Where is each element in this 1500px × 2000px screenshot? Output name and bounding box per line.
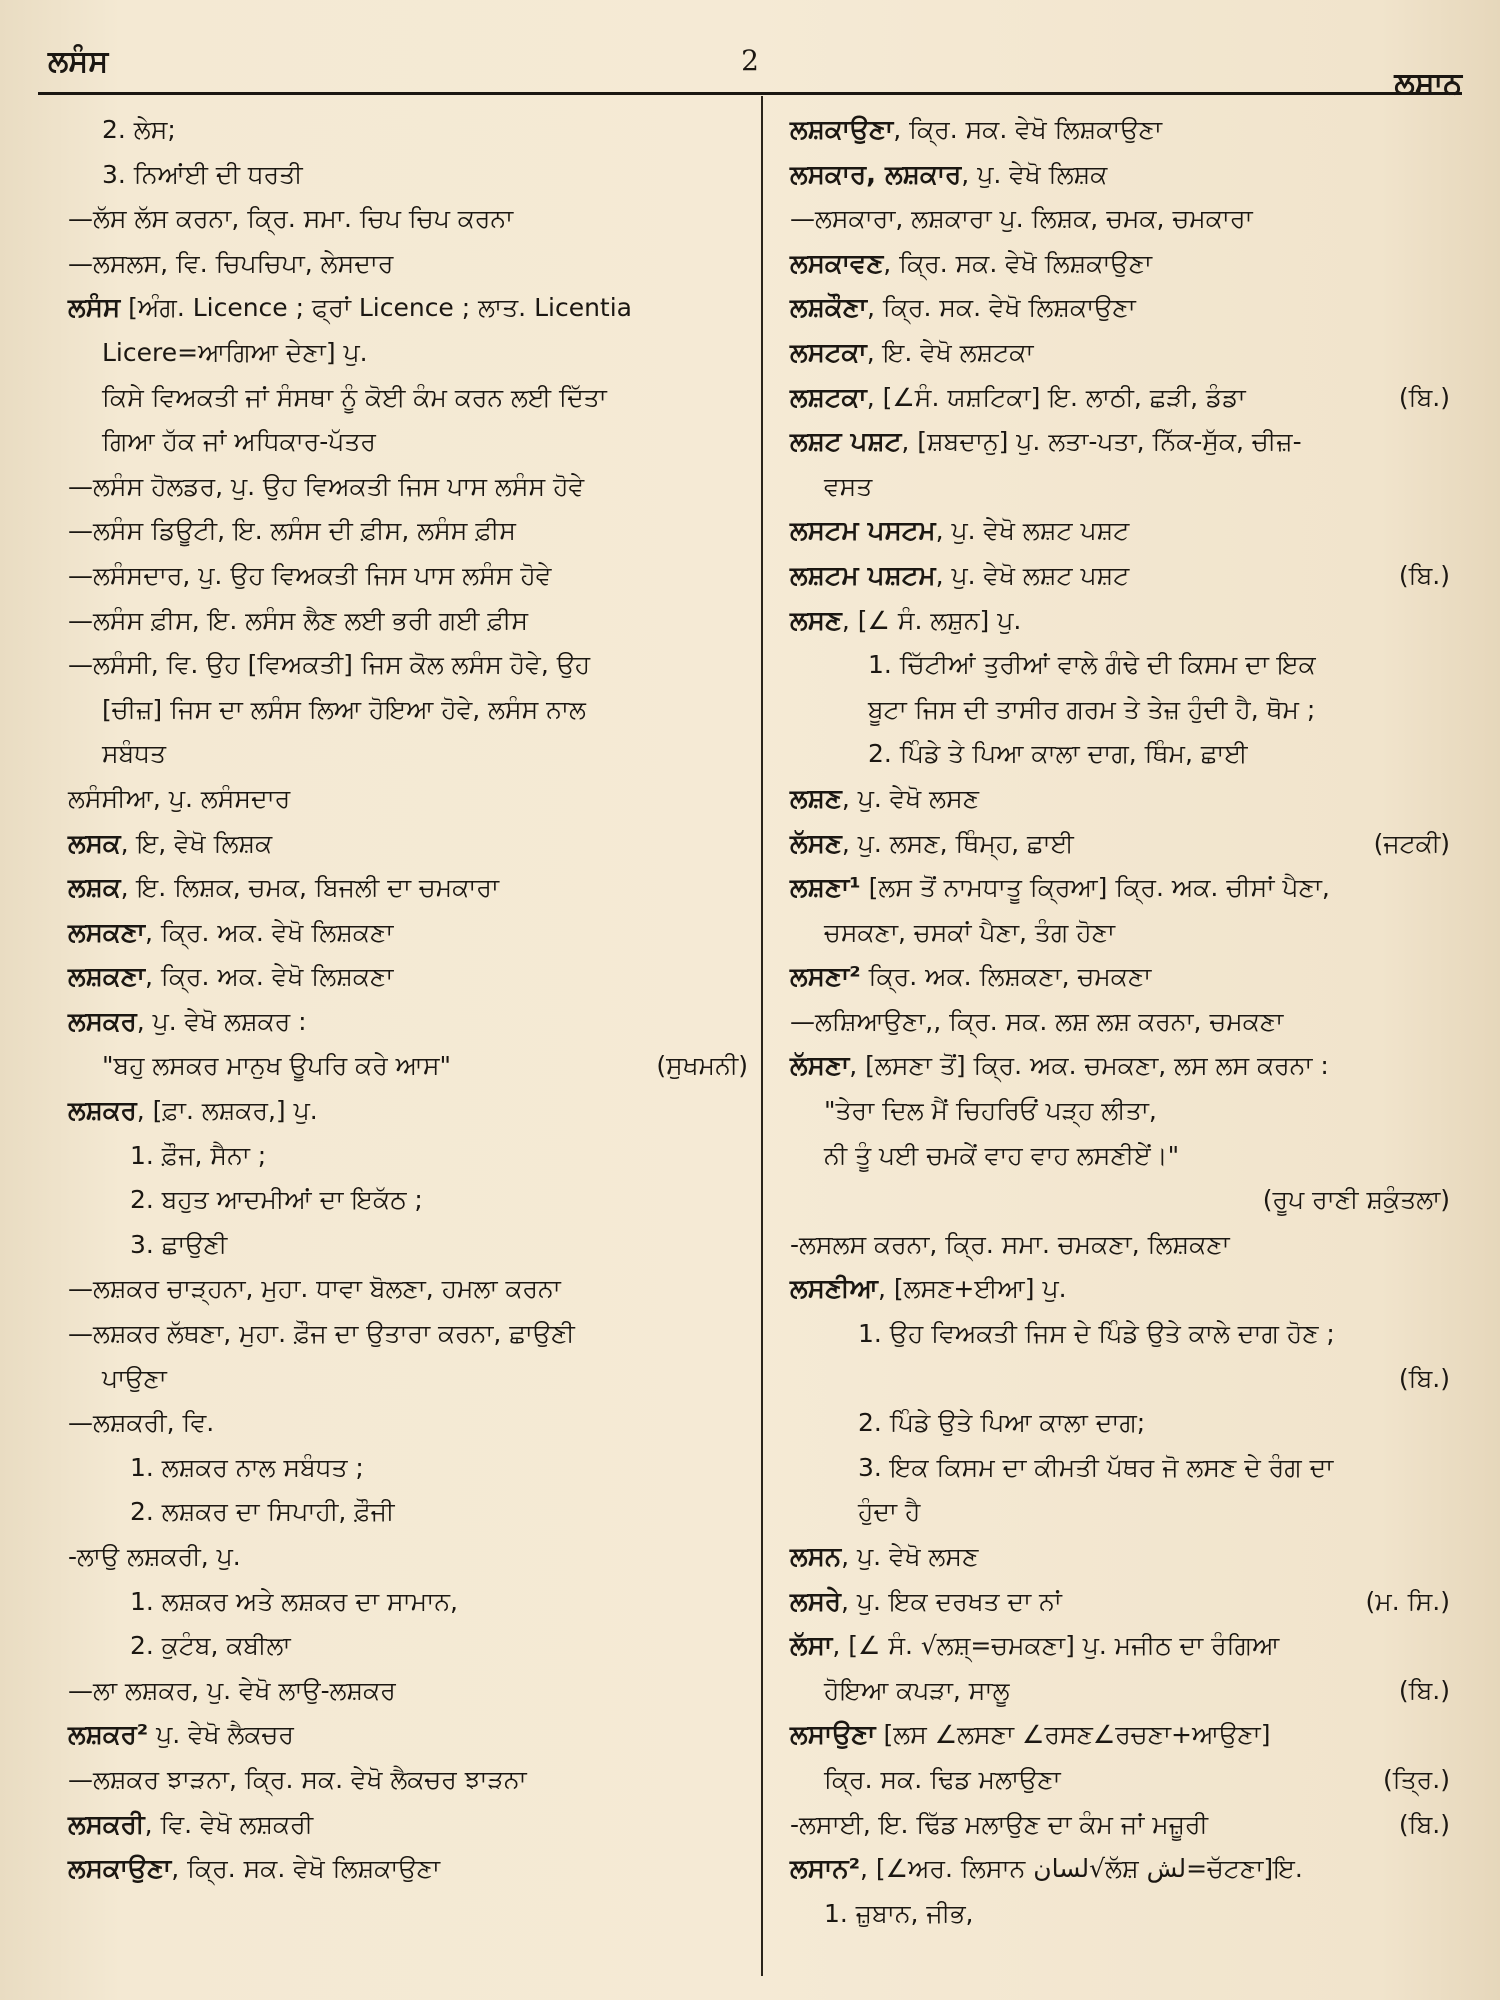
source-tag: (ਮ. ਸਿ.) <box>1365 1586 1450 1616</box>
entry-text: 3. ਨਿਆਂਈ ਦੀ ਧਰਤੀ <box>102 159 303 189</box>
headword: ਲਸਟਮ ਪਸਟਮ <box>790 516 936 547</box>
dictionary-line <box>790 153 1450 198</box>
dictionary-line <box>790 1044 1450 1089</box>
entry-text: —ਲਸੰਸ ਹੋਲਡਰ, ਪੁ. ਉਹ ਵਿਅਕਤੀ ਜਿਸ ਪਾਸ ਲਸੰਸ ਹੋਵੇ <box>68 471 585 501</box>
dictionary-line <box>68 1624 748 1669</box>
entry-text: ਬੂਟਾ ਜਿਸ ਦੀ ਤਾਸੀਰ ਗਰਮ ਤੇ ਤੇਜ਼ ਹੁੰਦੀ ਹੈ, ਥੋਮ ; <box>868 694 1316 724</box>
dictionary-line <box>790 242 1450 287</box>
dictionary-line <box>68 777 748 822</box>
dictionary-line <box>68 1357 748 1402</box>
entry-text: —ਲਸ਼ਕਰੀ, ਵਿ. <box>68 1408 215 1438</box>
headword: ਲਸ਼ਣ <box>790 783 842 814</box>
dictionary-line <box>68 242 748 287</box>
entry-text: , [ਲਸਣ+ਈਆ] ਪੁ. <box>877 1274 1067 1304</box>
entry-text: ਹੋਇਆ ਕਪੜਾ, ਸਾਲੂ <box>824 1675 1010 1705</box>
headword: ਲਸਣੀਆ <box>790 1274 878 1305</box>
entry-text: ਸਬੰਧਤ <box>102 739 167 769</box>
entry-text: 1. ਉਹ ਵਿਅਕਤੀ ਜਿਸ ਦੇ ਪਿੰਡੇ ਉਤੇ ਕਾਲੇ ਦਾਗ ਹੋਣ ; <box>858 1319 1335 1349</box>
headword: ਲਸਣਾ² <box>790 962 861 993</box>
headword: ਲਸ਼ਕਰ² <box>68 1720 149 1751</box>
entry-text: ਨੀ ਤੂੰ ਪਈ ਚਮਕੇਂ ਵਾਹ ਵਾਹ ਲਸਣੀਏਂ।" <box>824 1140 1180 1170</box>
entry-text: ਲਸੰਸੀਆ, ਪੁ. ਲਸੰਸਦਾਰ <box>68 783 291 813</box>
dictionary-line <box>790 866 1450 911</box>
dictionary-line <box>68 866 748 911</box>
dictionary-line <box>68 286 748 331</box>
dictionary-line <box>68 1535 748 1580</box>
dictionary-line <box>68 599 748 644</box>
entry-text: 1. ਚਿੱਟੀਆਂ ਤੁਰੀਆਂ ਵਾਲੇ ਗੰਢੇ ਦੀ ਕਿਸਮ ਦਾ ਇਕ <box>868 650 1316 680</box>
dictionary-line <box>68 1713 748 1758</box>
entry-text: 1. ਜ਼ੁਬਾਨ, ਜੀਭ, <box>824 1898 974 1928</box>
entry-text: 1. ਫ਼ੌਜ, ਸੈਨਾ ; <box>130 1140 267 1170</box>
entry-text: , ਕ੍ਰਿ. ਅਕ. ਵੇਖੋ ਲਿਸ਼ਕਣਾ <box>145 917 394 947</box>
entry-text: , [∠ਸੰ. ਯਸ਼ਟਿਕਾ] ਇ. ਲਾਠੀ, ਛੜੀ, ਡੰਡਾ <box>866 382 1246 412</box>
dictionary-line <box>790 1134 1450 1179</box>
headword: ਲਸ਼ਟ ਪਸ਼ਟ <box>790 427 902 458</box>
entry-text: 2. ਪਿੰਡੇ ਤੇ ਪਿਆ ਕਾਲਾ ਦਾਗ, ਥਿੰਮ, ਛਾਈ <box>868 739 1248 769</box>
entry-text: , ਕ੍ਰਿ. ਸਕ. ਵੇਖੋ ਲਿਸ਼ਕਾਉਣਾ <box>893 115 1162 144</box>
entry-text: [ਲਸ ਤੋਂ ਨਾਮਧਾਤੂ ਕ੍ਰਿਆ] ਕ੍ਰਿ. ਅਕ. ਚੀਸਾਂ ਪੈਣਾ, <box>860 873 1330 903</box>
entry-text: 2. ਲੇਸ; <box>102 115 176 144</box>
dictionary-line <box>790 777 1450 822</box>
dictionary-line <box>68 1847 748 1892</box>
headword: ਲਸਟਕਾ <box>790 337 867 368</box>
dictionary-line <box>68 1089 748 1134</box>
entry-text: —ਲਸ਼ਕਰ ਲੱਥਣਾ, ਮੁਹਾ. ਫ਼ੌਜ ਦਾ ਉਤਾਰਾ ਕਰਨਾ, ਛਾਉਣੀ <box>68 1319 575 1349</box>
source-tag: (ਬਿ.) <box>1398 1675 1450 1705</box>
dictionary-line <box>68 197 748 242</box>
dictionary-line <box>790 1490 1450 1535</box>
source-tag: (ਤ੍ਰਿ.) <box>1382 1764 1450 1794</box>
headword: ਲਸ਼ਕਣਾ <box>68 962 145 993</box>
entry-text: "ਤੇਰਾ ਦਿਲ ਮੈਂ ਚਿਹਰਿਓਂ ਪੜ੍ਹ ਲੀਤਾ, <box>824 1096 1157 1126</box>
dictionary-line <box>790 1535 1450 1580</box>
dictionary-line <box>790 1178 1450 1223</box>
entry-text: , ਪੁ. ਵੇਖੋ ਲਸਣ <box>841 783 980 813</box>
entry-text: ਕਿਸੇ ਵਿਅਕਤੀ ਜਾਂ ਸੰਸਥਾ ਨੂੰ ਕੋਈ ਕੰਮ ਕਰਨ ਲਈ ਦਿੱਤਾ <box>102 382 607 412</box>
entry-text: , ਪੁ. ਇਕ ਦਰਖਤ ਦਾ ਨਾਂ <box>841 1586 1062 1616</box>
entry-text: , [ਫ਼ਾ. ਲਸ਼ਕਰ,] ਪੁ. <box>136 1096 318 1126</box>
source-tag: (ਸੁਖਮਨੀ) <box>656 1051 748 1081</box>
headword: ਲਸਕਾਉਣਾ <box>68 1854 172 1885</box>
dictionary-line <box>790 822 1450 867</box>
dictionary-line <box>790 1758 1450 1803</box>
entry-text: [ਅੰਗ. Licence ; ਫ੍ਰਾਂ Licence ; ਲਾਤ. Licentia <box>120 293 632 323</box>
entry-text: ਗਿਆ ਹੱਕ ਜਾਂ ਅਧਿਕਾਰ-ਪੱਤਰ <box>102 427 376 457</box>
headword: ਲਸ਼ਣਾ¹ <box>790 873 861 904</box>
dictionary-line <box>790 732 1450 777</box>
entry-text: ਹੁੰਦਾ ਹੈ <box>858 1497 921 1527</box>
entry-text: —ਲੱਸ ਲੱਸ ਕਰਨਾ, ਕ੍ਰਿ. ਸਮਾ. ਚਿਪ ਚਿਪ ਕਰਨਾ <box>68 204 514 234</box>
dictionary-line <box>790 911 1450 956</box>
dictionary-line <box>790 1892 1450 1937</box>
headword: ਲਸਣ <box>790 605 842 636</box>
dictionary-line <box>68 1490 748 1535</box>
entry-text: , [ਲਸਣਾ ਤੋਂ] ਕ੍ਰਿ. ਅਕ. ਚਮਕਣਾ, ਲਸ ਲਸ ਕਰਨਾ : <box>849 1051 1329 1081</box>
headword: ਲੱਸਾ <box>790 1631 833 1662</box>
dictionary-line <box>68 1178 748 1223</box>
headword: ਲਸਾਉਣਾ <box>790 1720 876 1751</box>
entry-text: , [ਸ਼ਬਦਾਨੁ] ਪੁ. ਲਤਾ-ਪਤਾ, ਨਿੱਕ-ਸੁੱਕ, ਚੀਜ਼- <box>901 427 1302 457</box>
left-column <box>68 108 748 1892</box>
entry-text: ਕ੍ਰਿ. ਸਕ. ਢਿਡ ਮਲਾਉਣਾ <box>824 1764 1061 1794</box>
entry-text: , ਪੁ. ਵੇਖੋ ਲਿਸ਼ਕ <box>961 159 1108 189</box>
dictionary-line <box>68 108 748 153</box>
headword: ਲਸਕ <box>68 828 121 859</box>
entry-text: ਵਸਤ <box>824 471 873 501</box>
dictionary-line <box>790 955 1450 1000</box>
entry-text: —ਲਸੰਸ ਡਿਊਟੀ, ਇ. ਲਸੰਸ ਦੀ ਫ਼ੀਸ, ਲਸੰਸ ਫ਼ੀਸ <box>68 516 516 546</box>
source-tag: (ਬਿ.) <box>1398 1363 1450 1393</box>
headword: ਲਸੰਸ <box>68 293 121 324</box>
entry-text: , ਕ੍ਰਿ. ਅਕ. ਵੇਖੋ ਲਿਸ਼ਕਣਾ <box>145 962 394 992</box>
headword: ਲਸਾਨ² <box>790 1854 860 1885</box>
entry-text: "ਬਹੁ ਲਸਕਰ ਮਾਨੁਖ ਊਪਰਿ ਕਰੇ ਆਸ" <box>102 1051 452 1081</box>
headword: ਲਸ਼ਟਮ ਪਸ਼ਟਮ <box>790 560 936 591</box>
headword: ਲਸਕਾਵਣ <box>790 248 884 279</box>
dictionary-line <box>790 643 1450 688</box>
dictionary-line <box>790 1669 1450 1714</box>
dictionary-line <box>68 688 748 733</box>
entry-text: , ਕ੍ਰਿ. ਸਕ. ਵੇਖੋ ਲਿਸ਼ਕਾਉਣਾ <box>867 293 1136 323</box>
source-tag: (ਬਿ.) <box>1398 560 1450 590</box>
entry-text: ਕ੍ਰਿ. ਅਕ. ਲਿਸ਼ਕਣਾ, ਚਮਕਣਾ <box>860 962 1152 992</box>
dictionary-line <box>68 1267 748 1312</box>
entry-text: —ਲਸੰਸ ਫ਼ੀਸ, ਇ. ਲਸੰਸ ਲੈਣ ਲਈ ਭਰੀ ਗਈ ਫ਼ੀਸ <box>68 605 528 635</box>
entry-text: , ਪੁ. ਵੇਖੋ ਲਸ਼ਟ ਪਸ਼ਟ <box>935 560 1130 590</box>
source-tag: (ਬਿ.) <box>1398 1809 1450 1839</box>
entry-text: , ਪੁ. ਵੇਖੋ ਲਸ਼ਕਰ : <box>136 1006 307 1036</box>
dictionary-line <box>790 376 1450 421</box>
entry-text: —ਲਸਕਾਰਾ, ਲਸ਼ਕਾਰਾ ਪੁ. ਲਿਸ਼ਕ, ਚਮਕ, ਚਮਕਾਰਾ <box>790 204 1253 234</box>
entry-text: —ਲਸੰਸੀ, ਵਿ. ਉਹ [ਵਿਅਕਤੀ] ਜਿਸ ਕੋਲ ਲਸੰਸ ਹੋਵੇ, ਉਹ <box>68 650 591 680</box>
dictionary-line <box>790 1446 1450 1491</box>
entry-text: , ਪੁ. ਵੇਖੋ ਲਸਣ <box>841 1542 979 1571</box>
entry-text: 2. ਬਹੁਤ ਆਦਮੀਆਂ ਦਾ ਇਕੱਠ ; <box>130 1185 423 1215</box>
page-number: 2 <box>741 44 759 77</box>
dictionary-line <box>68 1580 748 1625</box>
entry-text: ਚਸਕਣਾ, ਚਸਕਾਂ ਪੈਣਾ, ਤੰਗ ਹੋਣਾ <box>824 917 1116 947</box>
dictionary-line <box>790 1000 1450 1045</box>
headword: ਲਸ਼ਕੌਣਾ <box>790 293 867 324</box>
entry-text: —ਲਸ਼ਕਰ ਚਾੜ੍ਹਨਾ, ਮੁਹਾ. ਧਾਵਾ ਬੋਲਣਾ, ਹਮਲਾ ਕਰਨਾ <box>68 1274 561 1304</box>
header-rule <box>38 92 1462 95</box>
entry-text: , ਇ. ਵੇਖੋ ਲਸ਼ਟਕਾ <box>866 337 1034 367</box>
dictionary-line <box>790 599 1450 644</box>
entry-text: 2. ਲਸ਼ਕਰ ਦਾ ਸਿਪਾਹੀ, ਫ਼ੌਜੀ <box>130 1497 395 1527</box>
dictionary-line <box>790 1847 1450 1892</box>
headword: ਲਸਕਾਰ, ਲਸ਼ਕਾਰ <box>790 159 962 190</box>
headword: ਲਸ਼ਕਾਉਣਾ <box>790 115 894 145</box>
entry-text: —ਲਸ਼ਿਆਉਣਾ,, ਕ੍ਰਿ. ਸਕ. ਲਸ਼ ਲਸ਼ ਕਰਨਾ, ਚਮਕਣਾ <box>790 1006 1284 1036</box>
entry-text: , [∠ ਸੰ. √ਲਸ਼੍=ਚਮਕਣਾ] ਪੁ. ਮਜੀਠ ਦਾ ਰੰਗਿਆ <box>832 1631 1280 1661</box>
dictionary-line <box>790 1357 1450 1402</box>
right-column <box>790 108 1450 1936</box>
headword: ਲਸ਼ਕ <box>68 873 121 904</box>
entry-text: , ਕ੍ਰਿ. ਸਕ. ਵੇਖੋ ਲਿਸ਼ਕਾਉਣਾ <box>883 248 1152 278</box>
dictionary-line <box>790 1312 1450 1357</box>
dictionary-line <box>68 465 748 510</box>
dictionary-line <box>790 197 1450 242</box>
dictionary-line <box>790 1624 1450 1669</box>
dictionary-line <box>790 1713 1450 1758</box>
entry-text: [ਚੀਜ਼] ਜਿਸ ਦਾ ਲਸੰਸ ਲਿਆ ਹੋਇਆ ਹੋਵੇ, ਲਸੰਸ ਨਾਲ <box>102 694 586 724</box>
dictionary-line <box>68 509 748 554</box>
dictionary-line <box>68 1000 748 1045</box>
dictionary-line <box>790 286 1450 331</box>
dictionary-line <box>68 955 748 1000</box>
entry-text: , ਇ. ਲਿਸ਼ਕ, ਚਮਕ, ਬਿਜਲੀ ਦਾ ਚਮਕਾਰਾ <box>120 873 500 903</box>
headword: ਲਸ਼ਟਕਾ <box>790 382 867 413</box>
entry-text: [ਲਸ ∠ਲਸਣਾ ∠ਰਸਣ∠ਰਚਣਾ+ਆਉਣਾ] <box>875 1720 1271 1750</box>
entry-text: , ਪੁ. ਲਸਣ, ਥਿੰਮ੍ਹ, ਛਾਈ <box>841 828 1074 858</box>
dictionary-line <box>790 420 1450 465</box>
dictionary-line <box>68 420 748 465</box>
headword: ਲੱਸਣਾ <box>790 1051 850 1082</box>
dictionary-line <box>68 376 748 421</box>
left-guide-word: ਲਸੰਸ <box>48 44 109 79</box>
right-guide-word: ਲਸਾਨ <box>1394 66 1462 101</box>
dictionary-line <box>790 688 1450 733</box>
headword: ਲਸ਼ਕਰ <box>68 1096 137 1127</box>
entry-text: , [∠ ਸੰ. ਲਸ਼ੁਨ] ਪੁ. <box>841 605 1022 635</box>
entry-text: -ਲਸਾਈ, ਇ. ਢਿੱਡ ਮਲਾਉਣ ਦਾ ਕੰਮ ਜਾਂ ਮਜ਼ੂਰੀ <box>790 1809 1209 1839</box>
entry-text: 1. ਲਸ਼ਕਰ ਨਾਲ ਸਬੰਧਤ ; <box>130 1452 364 1482</box>
entry-text: , ਪੁ. ਵੇਖੋ ਲਸ਼ਟ ਪਸ਼ਟ <box>935 516 1130 546</box>
dictionary-line <box>790 1401 1450 1446</box>
entry-text: ਪਾਉਣਾ <box>102 1363 167 1393</box>
dictionary-line <box>790 1223 1450 1268</box>
entry-text: , ਵਿ. ਵੇਖੋ ਲਸ਼ਕਰੀ <box>144 1809 314 1839</box>
page-header <box>38 44 1462 101</box>
dictionary-line <box>790 1267 1450 1312</box>
column-divider <box>761 96 763 1976</box>
dictionary-line <box>68 1758 748 1803</box>
entry-text: , ਇ, ਵੇਖੋ ਲਿਸ਼ਕ <box>120 828 273 858</box>
dictionary-line <box>68 1044 748 1089</box>
dictionary-line <box>68 822 748 867</box>
dictionary-line <box>68 1669 748 1714</box>
dictionary-line <box>790 465 1450 510</box>
dictionary-line <box>790 1580 1450 1625</box>
dictionary-line <box>68 1312 748 1357</box>
dictionary-line <box>68 1223 748 1268</box>
entry-text: 2. ਪਿੰਡੇ ਉਤੇ ਪਿਆ ਕਾਲਾ ਦਾਗ; <box>858 1408 1146 1438</box>
entry-text: , [∠ਅਰ. ਲਿਸਾਨ لسان√ਲੱਸ਼ لش=ਚੱਟਣਾ]ਇ. <box>859 1854 1303 1884</box>
dictionary-line <box>68 554 748 599</box>
dictionary-line <box>68 911 748 956</box>
entry-text: 1. ਲਸ਼ਕਰ ਅਤੇ ਲਸ਼ਕਰ ਦਾ ਸਾਮਾਨ, <box>130 1586 458 1616</box>
dictionary-line <box>790 1803 1450 1848</box>
dictionary-line <box>68 1134 748 1179</box>
dictionary-line <box>68 1803 748 1848</box>
entry-text: —ਲਸੰਸਦਾਰ, ਪੁ. ਉਹ ਵਿਅਕਤੀ ਜਿਸ ਪਾਸ ਲਸੰਸ ਹੋਵੇ <box>68 560 552 590</box>
dictionary-line <box>790 554 1450 599</box>
dictionary-line <box>68 643 748 688</box>
dictionary-line <box>790 1089 1450 1134</box>
headword: ਲੱਸਣ <box>790 828 842 859</box>
entry-text: -ਲਸਲਸ ਕਰਨਾ, ਕ੍ਰਿ. ਸਮਾ. ਚਮਕਣਾ, ਲਿਸ਼ਕਣਾ <box>790 1229 1230 1259</box>
dictionary-line <box>790 509 1450 554</box>
dictionary-line <box>68 1401 748 1446</box>
entry-text: —ਲਸਲਸ, ਵਿ. ਚਿਪਚਿਪਾ, ਲੇਸਦਾਰ <box>68 248 394 278</box>
source-tag: (ਬਿ.) <box>1398 382 1450 412</box>
dictionary-line <box>68 732 748 777</box>
entry-text: -ਲਾਉ ਲਸ਼ਕਰੀ, ਪੁ. <box>68 1542 241 1571</box>
entry-text: Licere=ਆਗਿਆ ਦੇਣਾ] ਪੁ. <box>102 337 368 367</box>
entry-text: 2. ਕੁਟੰਬ, ਕਬੀਲਾ <box>130 1631 291 1661</box>
headword: ਲਸਨ <box>790 1542 842 1572</box>
headword: ਲਸਰੇ <box>790 1586 842 1617</box>
headword: ਲਸਕਰੀ <box>68 1809 145 1840</box>
entry-text: ਪੁ. ਵੇਖੋ ਲੈਕਚਰ <box>148 1720 294 1750</box>
source-tag: (ਜਟਕੀ) <box>1373 828 1450 858</box>
entry-text: 3. ਛਾਉਣੀ <box>130 1229 228 1259</box>
dictionary-line <box>68 1446 748 1491</box>
entry-text: , ਕ੍ਰਿ. ਸਕ. ਵੇਖੋ ਲਿਸ਼ਕਾਉਣਾ <box>171 1854 440 1884</box>
dictionary-line <box>68 153 748 198</box>
headword: ਲਸਕਰ <box>68 1006 137 1037</box>
entry-text: —ਲਾ ਲਸ਼ਕਰ, ਪੁ. ਵੇਖੋ ਲਾਉ-ਲਸ਼ਕਰ <box>68 1675 396 1705</box>
entry-text: —ਲਸ਼ਕਰ ਝਾੜਨਾ, ਕ੍ਰਿ. ਸਕ. ਵੇਖੋ ਲੈਕਚਰ ਝਾੜਨਾ <box>68 1764 527 1794</box>
dictionary-line <box>68 331 748 376</box>
headword: ਲਸਕਣਾ <box>68 917 145 948</box>
entry-text: 3. ਇਕ ਕਿਸਮ ਦਾ ਕੀਮਤੀ ਪੱਥਰ ਜੋ ਲਸਣ ਦੇ ਰੰਗ ਦਾ <box>858 1452 1334 1482</box>
dictionary-line <box>790 331 1450 376</box>
source-tag: (ਰੂਪ ਰਾਣੀ ਸ਼ਕੁੰਤਲਾ) <box>1262 1185 1450 1215</box>
dictionary-line <box>790 108 1450 153</box>
